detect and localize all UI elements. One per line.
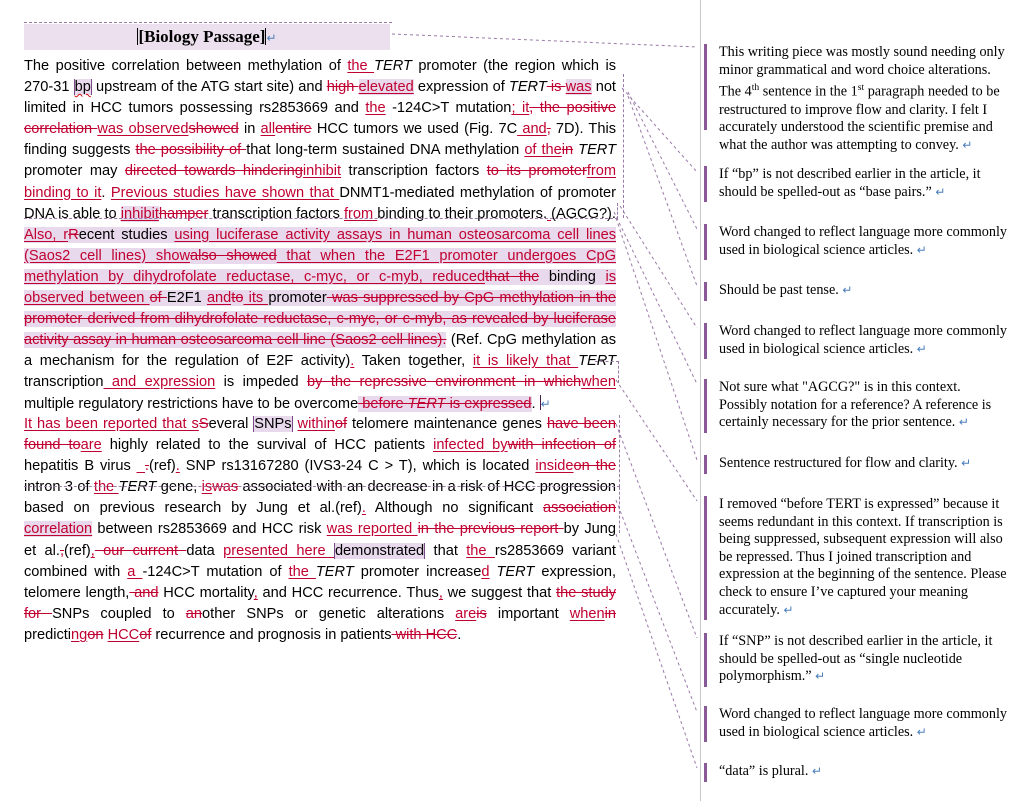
text-run-plain: promoter increase: [353, 563, 482, 580]
comment-balloon[interactable]: Sentence restructured for flow and clarity. ↵: [719, 455, 972, 471]
text-run-ins: Previous studies have shown that: [110, 184, 340, 201]
paragraph-1[interactable]: [24, 56, 616, 415]
text-run-plain: promoter (the region which is 270-31: [24, 58, 616, 96]
text-run-plain: transcription: [24, 374, 104, 391]
text-run-del: of: [139, 626, 152, 643]
text-run-hl-plain: demonstrated: [334, 542, 425, 559]
pilcrow-icon: ↵: [783, 602, 794, 617]
text-run-del-hl: of: [149, 290, 167, 307]
text-run-plain: important: [486, 605, 570, 622]
comment-balloon[interactable]: If “SNP” is not described earlier in the article, it should be spelled-out as “single nucleotide polymorphism.” ↵: [719, 633, 993, 685]
text-run-ins: was reported: [326, 521, 418, 538]
pilcrow-icon: ↵: [540, 396, 551, 411]
page-title[interactable]: [24, 24, 390, 50]
text-run-plain: transcription factors: [208, 205, 344, 222]
text-run-plain-hl: promoter: [268, 290, 327, 307]
text-run-del: , the positive correlation: [24, 100, 616, 138]
pilcrow-icon: ↵: [962, 137, 973, 152]
pilcrow-icon: ↵: [958, 415, 969, 430]
text-run-del: is: [476, 605, 487, 622]
text-run-del: hamper: [158, 205, 209, 222]
text-run-plain: highly related to the survival of HCC patients: [101, 437, 434, 454]
comment-balloon[interactable]: “data” is plural. ↵: [719, 763, 823, 779]
text-run-plain: recurrence and prognosis in patients: [151, 626, 392, 643]
text-run-ins-hl: and: [206, 290, 232, 307]
text-run-plain: other SNPs or genetic alterations: [202, 605, 456, 622]
pilcrow-icon: ↵: [916, 242, 927, 257]
text-run-del: have been found to: [24, 416, 616, 454]
text-run-ins: and: [517, 121, 547, 138]
comment-balloon[interactable]: Should be past tense. ↵: [719, 282, 853, 298]
comment-anchor-bar[interactable]: [704, 496, 707, 620]
text-run-plain-italic: TERT: [578, 353, 616, 370]
text-run-plain: hepatitis B virus: [24, 458, 137, 475]
text-run-del: with infection of: [507, 437, 616, 454]
text-run-ins: presented here: [223, 542, 334, 559]
text-run-plain: expression, telomere length,: [24, 563, 616, 601]
text-run-del: our current: [94, 542, 187, 559]
text-run-plain: binding to their promoters.: [377, 205, 547, 222]
comment-anchor-bar[interactable]: [704, 379, 707, 433]
text-run-ins: .: [350, 353, 355, 370]
text-run-del-hl-italic: TERT: [407, 395, 446, 412]
text-run-del: ,: [59, 542, 64, 559]
comment-anchor-bar[interactable]: [704, 323, 707, 359]
text-run-del: was: [212, 479, 239, 496]
pilcrow-icon: ↵: [842, 283, 853, 297]
text-run-ins: the: [288, 563, 316, 580]
text-run-plain: promoter may: [24, 163, 125, 180]
text-run-plain: telomere maintenance genes: [347, 416, 547, 432]
text-run-del: entire: [275, 121, 312, 138]
text-run-ins: when: [581, 374, 616, 391]
text-run-del: with HCC: [391, 626, 458, 643]
text-run-ins: are: [80, 437, 102, 454]
text-run-del: directed towards hindering: [124, 163, 303, 180]
text-run-plain-hl: ecent studies: [78, 226, 175, 243]
text-run-del: the study for: [24, 584, 616, 622]
text-run-ins: ,: [253, 584, 258, 601]
text-run-ins: a: [127, 563, 143, 580]
text-run-ins: inhibit: [302, 163, 342, 180]
text-run-plain-italic: TERT: [496, 563, 535, 580]
comment-pane[interactable]: [701, 0, 1019, 801]
text-run-plain: Although no significant: [365, 500, 543, 517]
text-run-del: showed: [188, 121, 239, 138]
text-run-ins: was observed: [97, 121, 189, 138]
text-run-plain: SNP rs13167280 (IVS3-24 C > T), which is located: [179, 458, 536, 475]
comment-balloon[interactable]: If “bp” is not described earlier in the article, it should be spelled-out as “base pairs.” ↵: [719, 166, 981, 200]
text-run-plain: by Jung et al.: [24, 521, 616, 559]
pilcrow-icon: ↵: [961, 456, 972, 470]
text-run-plain-italic: TERT: [118, 479, 157, 496]
text-run-plain: HCC mortality: [158, 584, 254, 601]
comment-balloon[interactable]: This writing piece was mostly sound needing only minor grammatical and word choice alterations. The 4th sentence in the 1st paragraph needed to be restructured to improve flow and clarity. I felt I accurately understood the scientific premise and what the author was attempting to convey. ↵: [719, 44, 1005, 153]
comment-balloon[interactable]: Word changed to reflect language more commonly used in biological science articles. ↵: [719, 323, 1008, 357]
text-run-ins: from: [344, 205, 378, 222]
text-run-plain-italic: TERT: [315, 563, 354, 580]
text-run-plain: -124C>T mutation: [385, 100, 512, 117]
text-run-plain: (ref): [148, 458, 176, 475]
text-run-plain: [489, 564, 496, 580]
comment-balloon[interactable]: Word changed to reflect language more commonly used in biological science articles. ↵: [719, 706, 1008, 740]
text-run-plain: .: [531, 395, 540, 412]
text-run-ins: .: [175, 458, 180, 475]
text-run-plain-italic: TERT: [374, 58, 412, 74]
text-run-ins: it is likely that: [472, 353, 579, 370]
text-run-plain: The positive correlation between methylation of: [24, 58, 348, 74]
text-run-ins: when: [569, 605, 605, 622]
pilcrow-icon: ↵: [815, 669, 826, 684]
pilcrow-icon: ↵: [266, 31, 277, 45]
text-run-plain: DNMT1-mediated methylation of promoter DNA is able to: [24, 184, 616, 222]
text-run-del: an: [185, 605, 203, 622]
text-run-plain: transcription factors: [341, 163, 487, 180]
comment-balloon[interactable]: I removed “before TERT is expressed” because it seems redundant in this context. If transcription is being suppressed, subsequent expression will also be repressed. Thus I joined transcription and expression at the beginning of the sentence. Please check to ensure I’ve captured your meaning accurately. ↵: [719, 496, 1007, 618]
text-run-ins-hl: is observed between: [24, 268, 617, 307]
text-run-ins: of the: [524, 142, 562, 159]
text-run-plain: Taken together,: [354, 353, 473, 370]
text-run-plain-italic: TERT: [578, 142, 616, 159]
text-run-del-hl: to: [231, 290, 244, 307]
text-run-ins: ng: [71, 626, 88, 643]
text-run-ins: infected by: [433, 437, 508, 454]
text-run-plain: -124C>T mutation of: [142, 563, 289, 580]
text-run-plain: that: [425, 542, 467, 559]
text-run-ins: within: [297, 416, 335, 432]
text-run-ins: HCC: [107, 626, 140, 643]
text-run-ins: .: [361, 500, 366, 517]
comment-anchor-bar[interactable]: [704, 763, 707, 782]
text-run-ins-hl: that when the E2F1 promoter undergoes CpG methylation by dihydrofolate reductase, c-myc, or c-myb, reduced: [24, 247, 616, 285]
text-run-plain-italic: TERT: [508, 79, 547, 96]
text-run-plain: predicti: [24, 626, 72, 643]
text-run-del: and: [129, 584, 159, 601]
text-run-ins: ,: [438, 584, 443, 601]
comment-anchor-bar[interactable]: [704, 455, 707, 474]
text-run-hl-squiggle: bp: [74, 79, 91, 96]
text-run-ins: are: [455, 605, 477, 622]
comment-anchor-bar[interactable]: [704, 706, 707, 742]
text-run-ins-hl: elevated: [358, 79, 414, 96]
text-run-ins: d: [481, 563, 490, 580]
text-run-plain: we suggest that: [442, 584, 557, 601]
text-run-plain: not limited in HCC tumors possessing rs2853669 and: [24, 79, 616, 117]
text-run-ins: all: [260, 121, 276, 138]
text-run-ins: the: [347, 58, 375, 74]
text-run-plain: (Ref. CpG methylation as a mechanism for the regulation of E2F activity): [24, 332, 616, 370]
comment-anchor-bar[interactable]: [704, 166, 707, 202]
text-run-plain: associated with an decrease in a risk of HCC progression based on previous research by Jung et al.(ref): [24, 479, 616, 517]
text-run-del: S: [198, 416, 209, 432]
text-run-ins: the: [466, 542, 495, 559]
text-run-plain: HCC tumors we used (Fig. 7C: [311, 121, 518, 138]
pilcrow-icon: ↵: [916, 724, 927, 739]
text-run-del-hl: also showed: [190, 247, 277, 264]
text-run-del: ,: [546, 121, 551, 138]
text-run-del: to its promoter: [486, 163, 587, 180]
comment-anchor-bar[interactable]: [704, 633, 707, 687]
pilcrow-icon: ↵: [935, 184, 946, 199]
text-run-del: association: [543, 500, 617, 517]
text-run-plain: between rs2853669 and HCC risk: [92, 521, 327, 538]
text-run-plain: 7D). This finding suggests: [24, 121, 616, 159]
comment-balloon[interactable]: Word changed to reflect language more commonly used in biological science articles. ↵: [719, 224, 1008, 258]
text-run-del: by the repressive environment in which: [307, 374, 582, 391]
text-run-plain: that long-term sustained DNA methylation: [246, 142, 525, 159]
text-run-plain-hl: E2F1: [166, 290, 207, 307]
comment-balloon[interactable]: Not sure what "AGCG?" is in this context. Possibly notation for a reference? A reference is certainly necessary for the prior sentence. ↵: [719, 379, 992, 431]
text-run-ins: is: [201, 479, 213, 496]
text-run-ins: It has been reported that s: [24, 416, 199, 432]
text-run-del: high: [326, 79, 359, 96]
comment-anchor-bar[interactable]: [704, 44, 707, 130]
text-run-del: in: [561, 142, 574, 159]
text-run-plain: in: [238, 121, 261, 138]
text-run-plain: everal: [208, 416, 254, 432]
pilcrow-icon: ↵: [916, 341, 927, 356]
text-run-del: in the previous report: [417, 521, 564, 538]
text-run-plain: (ref): [64, 542, 91, 559]
text-run-del: on the: [573, 458, 616, 475]
text-run-del-hl: R: [68, 226, 79, 243]
text-run-ins: inside: [535, 458, 574, 475]
text-run-plain: .: [101, 184, 111, 201]
comment-anchor-bar[interactable]: [704, 282, 707, 301]
text-run-ins: and expression: [103, 374, 216, 391]
text-run-ins: from binding to it: [24, 163, 617, 201]
text-run-plain: multiple regulatory restrictions have to be overcome: [24, 395, 359, 412]
text-run-plain: is impeded: [215, 374, 308, 391]
text-run-del: in: [604, 605, 616, 622]
text-run-del: on: [87, 626, 104, 643]
text-run-del: the possibility of: [135, 142, 247, 159]
text-run-plain: and HCC recurrence. Thus: [257, 584, 439, 601]
text-run-del: of: [334, 416, 348, 432]
text-run-ins-hl: using luciferase activity assays in human osteosarcoma cell lines (Saos2 cell lines) show: [24, 226, 617, 264]
text-run-plain-hl: binding: [539, 268, 606, 285]
text-run-plain: intron 3 of: [24, 479, 94, 496]
text-run-ins-hl: correlation: [24, 521, 93, 538]
text-run-del: .: [144, 458, 149, 475]
text-run-plain: rs2853669 variant combined with: [24, 542, 616, 580]
text-run-hl-plain: SNPs: [254, 416, 292, 432]
text-run-plain: (AGCG?).: [551, 205, 616, 222]
text-run-ins: the: [93, 479, 119, 496]
text-run-del-hl: that the: [485, 268, 540, 285]
comment-anchor-bar[interactable]: [704, 224, 707, 260]
text-run-plain: data: [186, 542, 224, 559]
text-run-ins: _: [136, 458, 145, 475]
document-title-row: [0, 24, 700, 50]
text-run-ins-hl: was: [565, 79, 592, 96]
text-run-plain: SNPs coupled to: [52, 605, 186, 622]
text-run-ins-hl: Also, r: [24, 226, 69, 243]
text-run-ins-hl: its: [243, 290, 269, 307]
text-run-plain: upstream of the ATG start site) and: [91, 79, 327, 96]
text-run-del-hl: was suppressed by CpG methylation in the promoter derived from dihydrofolate reductase, c-myc, or c-myb, as revealed by luciferase activity assay in human osteosarcoma cell line (Saos2 cell lines).: [24, 290, 617, 349]
text-run-del-hl: before: [358, 395, 408, 412]
paragraph-2[interactable]: [24, 414, 616, 646]
text-run-ins: the: [365, 100, 386, 117]
page-title-text: [Biology Passage]: [138, 27, 266, 46]
text-run-plain: gene,: [156, 479, 202, 496]
text-run-plain: expression of: [413, 79, 509, 96]
text-run-ins-hl: inhibit: [120, 205, 159, 222]
text-run-ins: ; it: [511, 100, 530, 117]
text-run-plain: .: [457, 626, 462, 643]
text-run-ins: ,: [90, 542, 95, 559]
pilcrow-icon: ↵: [811, 764, 823, 778]
text-run-del: is: [546, 79, 566, 96]
text-run-del-hl: is expressed: [445, 395, 532, 412]
